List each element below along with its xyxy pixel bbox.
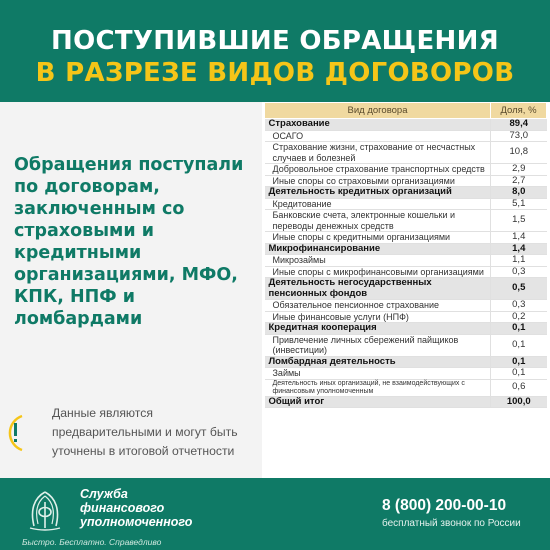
ombudsman-logo-icon xyxy=(22,488,68,534)
row-share-value: 0,2 xyxy=(491,311,547,323)
row-contract-type: Добровольное страхование транспортных средств xyxy=(265,164,491,176)
row-contract-type: Микрозаймы xyxy=(265,255,491,267)
row-contract-type: Займы xyxy=(265,368,491,380)
table-category-row xyxy=(265,356,547,368)
page-title-line2: В РАЗРЕЗЕ ВИДОВ ДОГОВОРОВ xyxy=(35,58,515,88)
row-share-value: 0,6 xyxy=(491,379,547,396)
table-row xyxy=(265,266,547,278)
lead-text: Обращения поступали по договорам, заключенным со страховыми и кредитными организациями, МФО, КПК, НПФ и ломбардами xyxy=(14,155,244,329)
row-contract-type: Общий итог xyxy=(265,396,491,408)
row-contract-type: Страхование жизни, страхование от несчастных случаев и болезней xyxy=(265,142,491,164)
table-row xyxy=(265,142,547,164)
left-panel xyxy=(0,102,262,478)
row-share-value: 0,3 xyxy=(491,300,547,312)
table-category-row xyxy=(265,243,547,255)
table-category-row xyxy=(265,119,547,131)
table-row xyxy=(265,198,547,210)
slogan: Быстро. Бесплатно. Справедливо xyxy=(22,537,162,547)
row-share-value: 100,0 xyxy=(491,396,547,408)
row-share-value: 1,4 xyxy=(491,232,547,244)
column-header-contract-type: Вид договора xyxy=(265,103,491,119)
row-share-value: 73,0 xyxy=(491,130,547,142)
row-share-value: 1,4 xyxy=(491,243,547,255)
table-category-row xyxy=(265,278,547,300)
notice-text: Данные являются предварительными и могут быть уточнены в итоговой отчетности xyxy=(52,406,238,458)
row-contract-type: Микрофинансирование xyxy=(265,243,491,255)
row-contract-type: Иные споры с кредитными организациями xyxy=(265,232,491,244)
contracts-table xyxy=(264,102,547,408)
table-row xyxy=(265,368,547,380)
row-contract-type: Деятельность иных организаций, не взаимодействующих с финансовым уполномоченным xyxy=(265,379,491,396)
table-row xyxy=(265,311,547,323)
row-share-value: 89,4 xyxy=(491,119,547,131)
column-header-share: Доля, % xyxy=(491,103,547,119)
row-contract-type: Иные финансовые услуги (НПФ) xyxy=(265,311,491,323)
exclamation-circle-icon xyxy=(8,414,24,452)
table-total-row xyxy=(265,396,547,408)
table-row xyxy=(265,334,547,356)
row-contract-type: Обязательное пенсионное страхование xyxy=(265,300,491,312)
row-share-value: 2,9 xyxy=(491,164,547,176)
row-contract-type: Деятельность негосударственных пенсионных фондов xyxy=(265,278,491,300)
table-category-row xyxy=(265,323,547,335)
row-share-value: 0,1 xyxy=(491,323,547,335)
row-contract-type: Банковские счета, электронные кошельки и переводы денежных средств xyxy=(265,210,491,232)
organization-name: Служба финансового уполномоченного xyxy=(80,487,193,529)
table-row xyxy=(265,175,547,187)
table-row xyxy=(265,300,547,312)
page-title-line1: ПОСТУПИВШИЕ ОБРАЩЕНИЯ xyxy=(51,26,499,56)
row-share-value: 1,5 xyxy=(491,210,547,232)
table-row xyxy=(265,379,547,396)
footer xyxy=(0,478,550,550)
table-row xyxy=(265,232,547,244)
row-share-value: 10,8 xyxy=(491,142,547,164)
row-contract-type: Кредитование xyxy=(265,198,491,210)
row-contract-type: Привлечение личных сбережений пайщиков (инвестиции) xyxy=(265,334,491,356)
row-contract-type: Иные споры со страховыми организациями xyxy=(265,175,491,187)
row-contract-type: Кредитная кооперация xyxy=(265,323,491,335)
row-share-value: 2,7 xyxy=(491,175,547,187)
header-banner xyxy=(0,0,550,102)
row-share-value: 0,3 xyxy=(491,266,547,278)
table-header-row xyxy=(265,103,547,119)
row-contract-type: Деятельность кредитных организаций xyxy=(265,187,491,199)
row-share-value: 0,5 xyxy=(491,278,547,300)
notice xyxy=(8,404,258,466)
row-share-value: 0,1 xyxy=(491,334,547,356)
row-share-value: 5,1 xyxy=(491,198,547,210)
row-share-value: 0,1 xyxy=(491,356,547,368)
table-row xyxy=(265,255,547,267)
row-share-value: 8,0 xyxy=(491,187,547,199)
row-contract-type: ОСАГО xyxy=(265,130,491,142)
hotline-note: бесплатный звонок по России xyxy=(382,518,521,529)
row-contract-type: Иные споры с микрофинансовыми организациями xyxy=(265,266,491,278)
hotline-phone: 8 (800) 200-00-10 xyxy=(382,497,507,514)
contracts-table-panel xyxy=(262,102,550,478)
table-row xyxy=(265,130,547,142)
row-share-value: 1,1 xyxy=(491,255,547,267)
table-row xyxy=(265,210,547,232)
row-share-value: 0,1 xyxy=(491,368,547,380)
row-contract-type: Ломбардная деятельность xyxy=(265,356,491,368)
row-contract-type: Страхование xyxy=(265,119,491,131)
table-row xyxy=(265,164,547,176)
table-category-row xyxy=(265,187,547,199)
